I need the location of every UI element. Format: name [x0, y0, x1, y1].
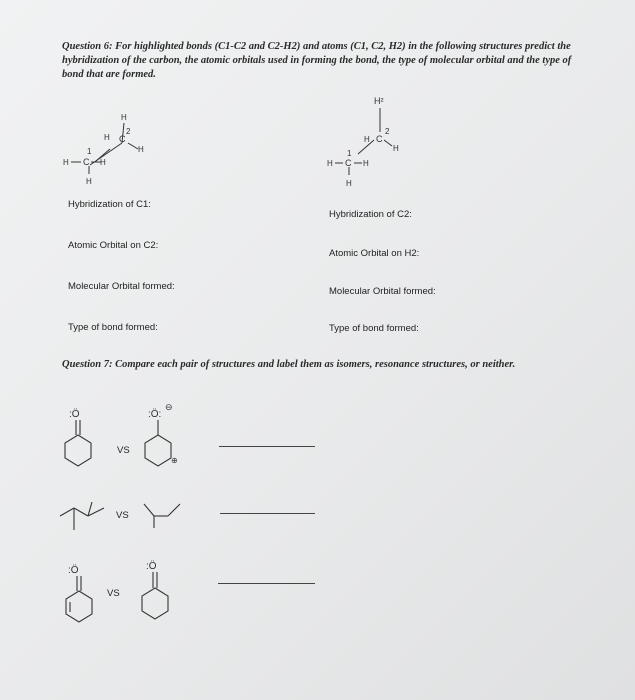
- oxygen-label: :Ö: [146, 561, 157, 572]
- label-hybridization-c1: Hybridization of C1:: [68, 199, 151, 210]
- label-molecular-orbital-left: Molecular Orbital formed:: [68, 281, 175, 292]
- atom-h: H: [86, 177, 92, 186]
- atom-c1: C: [83, 157, 90, 167]
- question-7-text: Question 7: Compare each pair of structures and label them as isomers, resonance structures, or neither.: [62, 359, 516, 370]
- pair2-branched-alkane-right: [142, 500, 192, 530]
- minus-charge-icon: ⊖: [165, 402, 173, 412]
- oxygen-anion-label: :Ö:: [148, 409, 162, 420]
- vs-label-2: VS: [116, 510, 129, 521]
- atom-h: H: [393, 144, 399, 153]
- pair3-ketone-right: [132, 552, 182, 630]
- atom-h: H: [100, 158, 106, 167]
- pair2-branched-alkane-left: [58, 496, 114, 536]
- atom-h: H: [138, 145, 144, 154]
- label-2: 2: [126, 127, 131, 136]
- vs-label-1: VS: [117, 445, 130, 456]
- label-1: 1: [87, 147, 92, 156]
- vs-label-3: VS: [107, 588, 120, 599]
- atom-c2: C: [376, 134, 383, 144]
- atom-h: H: [121, 113, 127, 122]
- pair1-cyclohexanone: [55, 402, 105, 474]
- atom-h: H: [63, 158, 69, 167]
- question-6-text: Question 6: For highlighted bonds (C1-C2 and C2-H2) and atoms (C1, C2, H2) in the following structures predict the hybridization of the carbon, the atomic orbitals used in forming the bond, the type of molecular orbital and the type of bond that are formed.: [62, 41, 572, 80]
- structure-ethylene-h2: [318, 90, 428, 195]
- atom-h: H: [364, 135, 370, 144]
- atom-c2: C: [119, 134, 126, 144]
- plus-charge-icon: ⊕: [171, 456, 178, 465]
- label-atomic-orbital-c2: Atomic Orbital on C2:: [68, 240, 159, 251]
- atom-h: H: [346, 179, 352, 188]
- label-bond-type-left: Type of bond formed:: [68, 322, 158, 333]
- label-atomic-orbital-h2: Atomic Orbital on H2:: [329, 248, 420, 259]
- oxygen-label: :Ö: [68, 565, 79, 576]
- label-2: 2: [385, 127, 390, 136]
- structure-ethylene-c1: [58, 105, 168, 195]
- label-bond-type-right: Type of bond formed:: [329, 323, 419, 334]
- pair3-ketone-left: [56, 558, 106, 632]
- atom-h: H: [327, 159, 333, 168]
- label-molecular-orbital-right: Molecular Orbital formed:: [329, 286, 436, 297]
- atom-h: H: [104, 133, 110, 142]
- atom-h: H: [363, 159, 369, 168]
- answer-line-3[interactable]: [218, 583, 315, 584]
- label-1: 1: [347, 149, 352, 158]
- atom-h2: H²: [374, 96, 384, 106]
- pair1-enolate-resonance: [135, 400, 187, 476]
- oxygen-label: :Ö: [69, 409, 80, 420]
- label-hybridization-c2: Hybridization of C2:: [329, 209, 412, 220]
- atom-c1: C: [345, 158, 352, 168]
- answer-line-2[interactable]: [220, 513, 315, 514]
- answer-line-1[interactable]: [219, 446, 315, 447]
